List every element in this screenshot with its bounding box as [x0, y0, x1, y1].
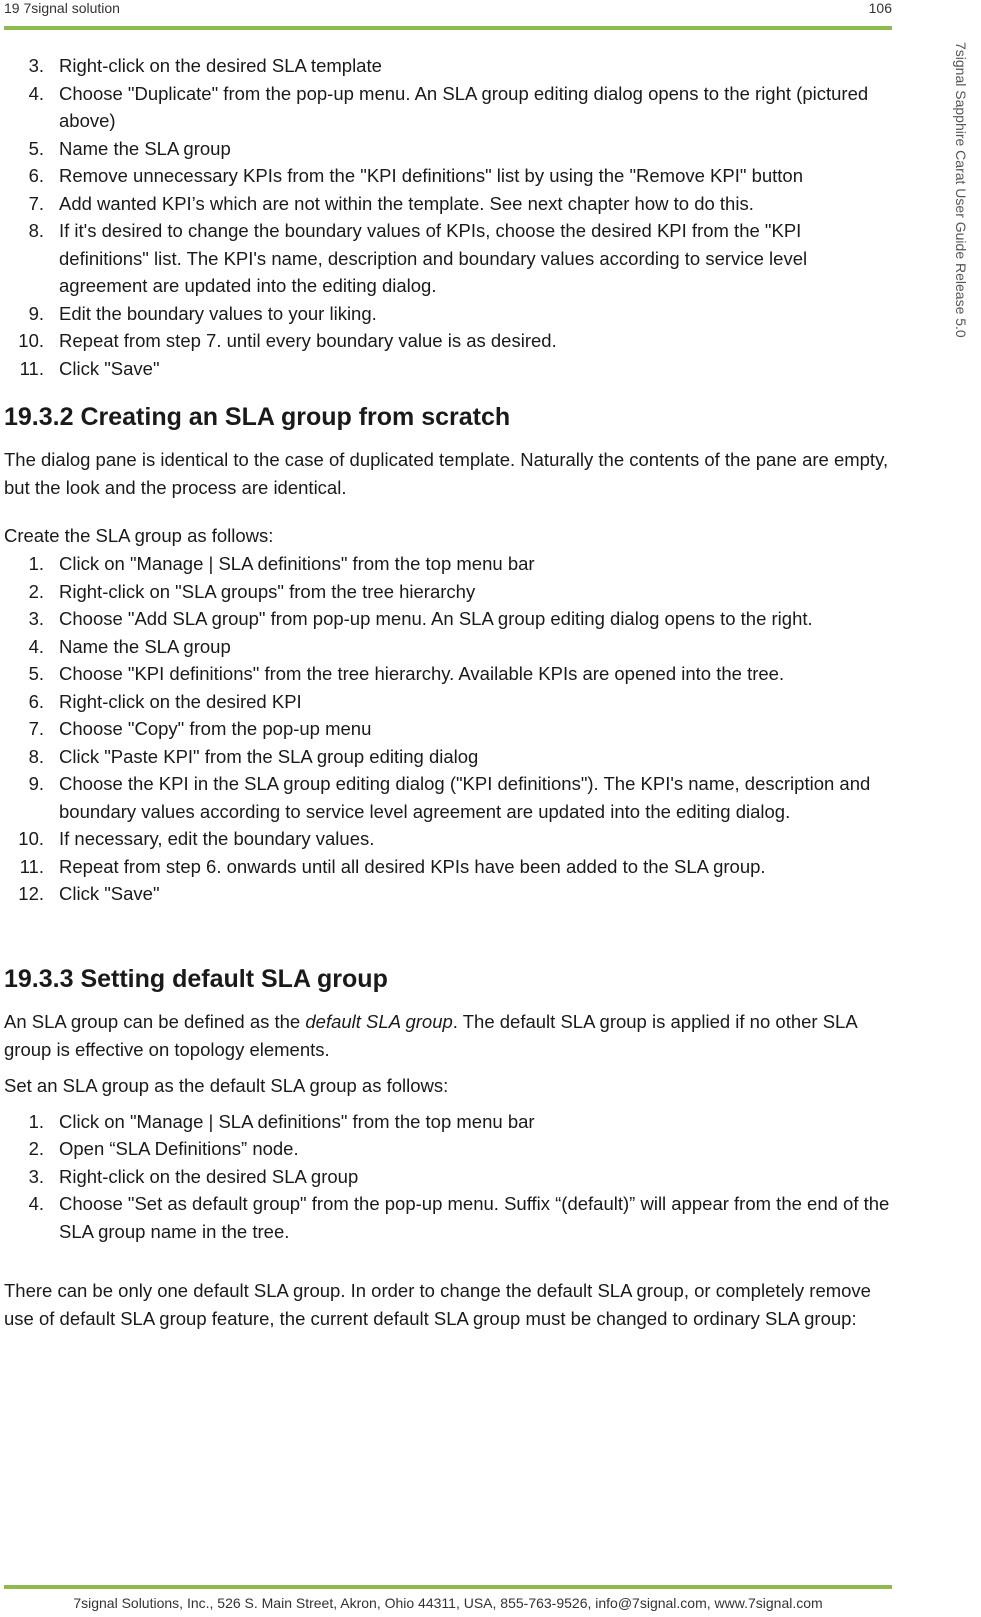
list-item [4, 1163, 892, 1191]
page-number: 106 [868, 0, 892, 16]
list-item-number: 5. [28, 137, 44, 159]
list-item-number: 11. [19, 357, 44, 379]
list-item-number: 6. [28, 165, 44, 186]
list-item-text: Right-click on the desired KPI [59, 690, 302, 712]
list-item [4, 633, 892, 661]
list-item-text: Click on "Manage | SLA definitions" from the top menu bar [59, 553, 535, 574]
list-item-number: 5. [28, 663, 44, 684]
list-item [4, 1135, 892, 1163]
list-item-text: Open “SLA Definitions” node. [59, 1138, 299, 1159]
list-item-number: 4. [28, 82, 44, 104]
steps-lead: Create the SLA group as follows: [4, 525, 274, 546]
section-heading-creating-from-scratch: 19.3.2 Creating an SLA group from scratch [4, 403, 511, 431]
list-item [4, 550, 892, 578]
list-item-text: Click "Save" [59, 357, 160, 379]
list-item-text: Click "Paste KPI" from the SLA group editing dialog [59, 745, 479, 767]
list-item-text: Right-click on "SLA groups" from the tree hierarchy [59, 580, 476, 602]
list-item-text: Repeat from step 7. until every boundary value is as desired. [59, 330, 557, 351]
list-item-text: Choose "Copy" from the pop-up menu [59, 718, 372, 739]
section-intro: The dialog pane is identical to the case of duplicated template. Naturally the contents of the pane are empty, but the look and the process are identical. [4, 449, 889, 498]
list-item-number: 3. [28, 55, 44, 76]
section-intro: An SLA group can be defined as the default SLA group. The default SLA group is applied if no other SLA group is effective on topology elements. [4, 1010, 857, 1060]
list-item-number: 4. [28, 635, 44, 657]
list-item-number: 12. [18, 883, 44, 904]
list-item [4, 300, 892, 328]
list-item-text: Choose "KPI definitions" from the tree hierarchy. Available KPIs are opened into the tree. [59, 663, 785, 684]
list-item-number: 4. [28, 1193, 44, 1214]
list-item-text: Edit the boundary values to your liking. [59, 302, 377, 324]
side-running-title [950, 42, 972, 502]
list-item [4, 327, 892, 355]
closing-paragraph: There can be only one default SLA group. In order to change the default SLA group, or completely remove use of default SLA group feature, the current default SLA group must be changed to ordinary SLA group: [4, 1280, 871, 1329]
list-item [4, 162, 892, 190]
list-item-number: 3. [28, 608, 44, 629]
list-item [4, 660, 892, 688]
list-item-number: 9. [28, 302, 44, 324]
list-item [4, 853, 892, 881]
list-item-text: Choose "Add SLA group" from pop-up menu. An SLA group editing dialog opens to the right. [59, 608, 813, 629]
list-item [4, 743, 892, 771]
create-from-scratch-steps [4, 550, 892, 908]
list-item [4, 578, 892, 606]
list-item [4, 880, 892, 908]
list-item-text: Click on "Manage | SLA definitions" from the top menu bar [59, 1110, 535, 1132]
default-group-steps [4, 1108, 892, 1246]
list-item-number: 9. [28, 773, 44, 794]
chapter-title: 19 7signal solution [4, 0, 120, 16]
list-item-text: Repeat from step 6. onwards until all desired KPIs have been added to the SLA group. [59, 855, 766, 877]
list-item [4, 770, 892, 825]
list-item-text: Right-click on the desired SLA group [59, 1165, 359, 1187]
list-item [4, 52, 892, 80]
duplicate-template-steps [4, 52, 892, 382]
list-item [4, 825, 892, 853]
list-item [4, 1108, 892, 1136]
list-item [4, 688, 892, 716]
steps-lead: Set an SLA group as the default SLA group as follows: [4, 1074, 449, 1096]
list-item [4, 605, 892, 633]
list-item-number: 11. [19, 855, 44, 877]
list-item-number: 10. [18, 828, 44, 849]
list-item-number: 1. [28, 553, 44, 574]
list-item-number: 1. [28, 1110, 44, 1132]
list-item-number: 7. [28, 192, 44, 214]
page-content [4, 52, 892, 1333]
list-item-text: Click "Save" [59, 883, 160, 904]
list-item [4, 217, 892, 300]
page-footer: 7signal Solutions, Inc., 526 S. Main Street, Akron, Ohio 44311, USA, 855-763-9526, info@7signal.com, www.7signal.com [4, 1585, 892, 1611]
list-item-text: Remove unnecessary KPIs from the "KPI definitions" list by using the "Remove KPI" button [59, 165, 804, 186]
list-item-text: If it's desired to change the boundary values of KPIs, choose the desired KPI from the "KPI definitions" list. The KPI's name, description and boundary values according to service level agreement are updated into the editing dialog. [59, 220, 808, 296]
list-item-text: Name the SLA group [59, 137, 231, 159]
list-item-text: Choose "Duplicate" from the pop-up menu. An SLA group editing dialog opens to the right (pictured above) [59, 82, 869, 131]
section-heading-default-sla-group: 19.3.3 Setting default SLA group [4, 964, 388, 993]
list-item-text: Choose "Set as default group" from the pop-up menu. Suffix “(default)” will appear from the end of the SLA group name in the tree. [59, 1193, 890, 1242]
list-item [4, 135, 892, 163]
emphasis-default-sla-group: default SLA group [305, 1010, 453, 1032]
list-item-text: Choose the KPI in the SLA group editing dialog ("KPI definitions"). The KPI's name, description and boundary values according to service level agreement are updated into the editing dialog. [59, 773, 871, 822]
list-item [4, 190, 892, 218]
list-item-number: 6. [28, 690, 44, 712]
list-item-number: 10. [18, 330, 44, 351]
list-item-text: Name the SLA group [59, 635, 231, 657]
list-item-text: Right-click on the desired SLA template [59, 55, 382, 76]
list-item-number: 8. [28, 220, 44, 241]
list-item-number: 2. [28, 1138, 44, 1159]
list-item [4, 355, 892, 383]
list-item-number: 8. [28, 745, 44, 767]
list-item-number: 3. [28, 1165, 44, 1187]
list-item-number: 2. [28, 580, 44, 602]
list-item [4, 1190, 892, 1245]
page-header [4, 0, 892, 30]
list-item [4, 80, 892, 135]
list-item [4, 715, 892, 743]
side-running-title-text: 7signal Sapphire Carat User Guide Release 5.0 [953, 42, 969, 338]
list-item-number: 7. [28, 718, 44, 739]
list-item-text: If necessary, edit the boundary values. [59, 828, 375, 849]
list-item-text: Add wanted KPI’s which are not within the template. See next chapter how to do this. [59, 192, 754, 214]
